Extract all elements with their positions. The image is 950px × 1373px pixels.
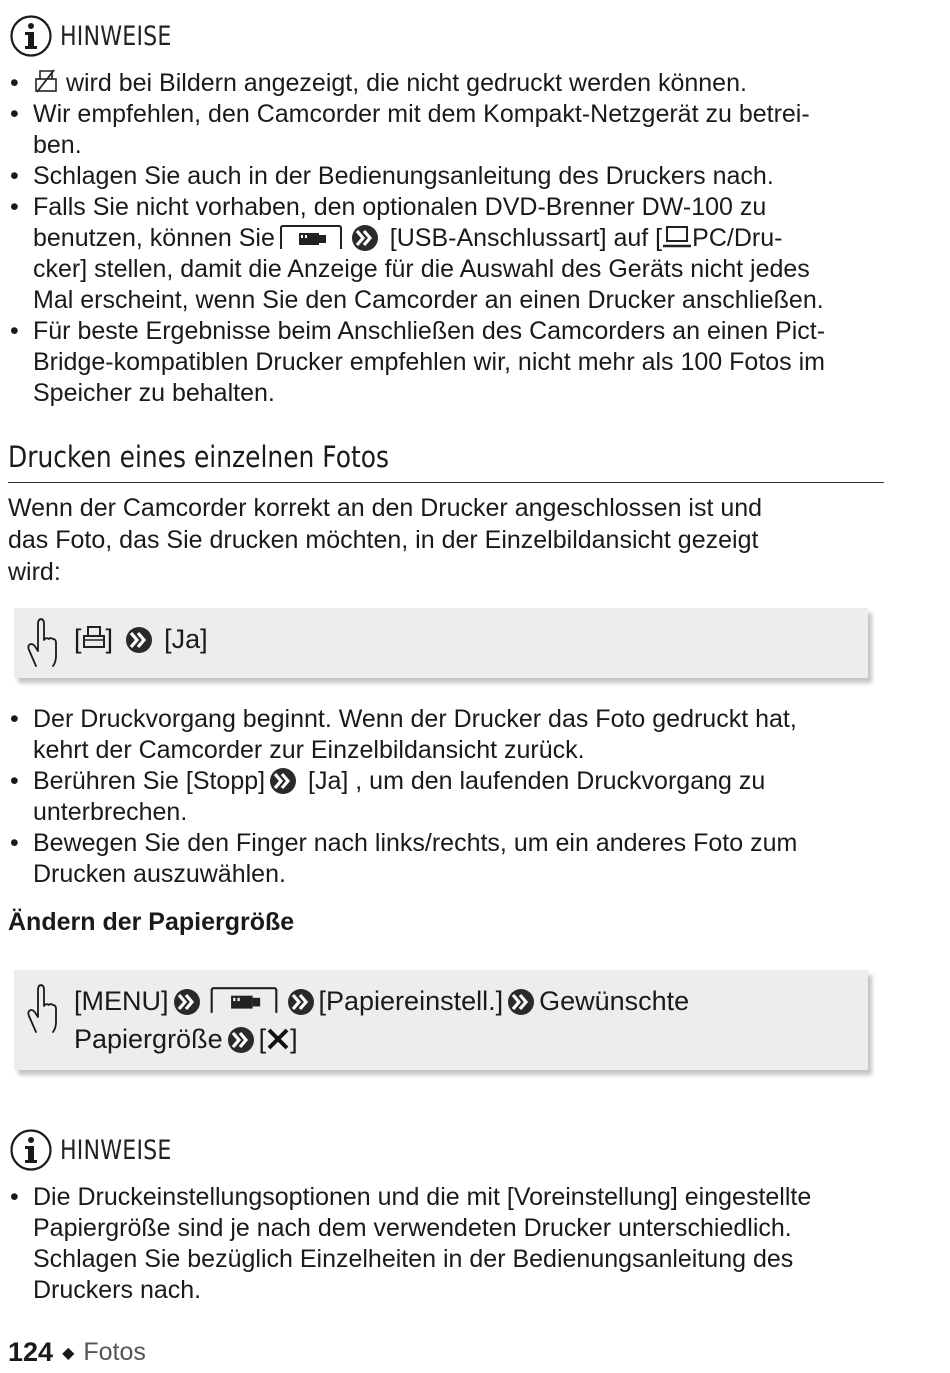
footer-section-name: Fotos (83, 1338, 146, 1366)
section-title: Drucken eines einzelnen Fotos (8, 440, 390, 474)
notes-title: HINWEISE (60, 1134, 172, 1166)
paper-size-step-box (14, 970, 868, 1070)
list-item-text: kehrt der Camcorder zur Einzelbildansicht zurück. (33, 736, 585, 764)
paper-settings-label[interactable]: [Papiereinstell.] (318, 986, 504, 1016)
list-item (0, 1182, 920, 1306)
bracket: ] (105, 624, 114, 654)
list-item-text: PC/Dru- (692, 224, 783, 252)
footer-separator: ◆ (62, 1344, 75, 1362)
yes-button-label[interactable]: [Ja] (164, 624, 208, 654)
list-item-text: Druckers nach. (33, 1276, 202, 1304)
bullet-icon: • (10, 767, 19, 795)
list-item-text: Falls Sie nicht vorhaben, den optionalen DVD-Brenner DW-100 zu (33, 193, 767, 221)
cannot-print-icon (33, 68, 59, 94)
list-item (0, 68, 920, 99)
notes-header (10, 1128, 196, 1172)
list-item (0, 316, 920, 409)
bullet-icon: • (10, 317, 19, 345)
paper-size-label[interactable]: Papiergröße (74, 1024, 223, 1054)
list-item-text: Papiergröße sind je nach dem verwendeten Drucker unterschiedlich. (33, 1214, 792, 1242)
list-item-text: Mal erscheint, wenn Sie den Camcorder an einen Drucker anschließen. (33, 286, 824, 314)
next-step-arrow-icon (227, 1026, 255, 1054)
info-icon (10, 15, 52, 57)
next-step-arrow-icon (125, 626, 153, 654)
camera-setup-menu-icon (279, 224, 343, 250)
list-item-text: ben. (33, 131, 82, 159)
notes-list (0, 68, 920, 409)
print-step-instruction (74, 620, 208, 658)
list-item-text: unterbrechen. (33, 798, 188, 826)
paper-step-instruction (74, 982, 689, 1058)
list-item-text: cker] stellen, damit die Anzeige für die Auswahl des Geräts nicht jedes (33, 255, 810, 283)
bracket: [ (74, 624, 82, 654)
info-icon (10, 1129, 52, 1171)
bullet-icon: • (10, 193, 19, 221)
bullet-icon: • (10, 829, 19, 857)
list-item-text: wird bei Bildern angezeigt, die nicht gedruckt werden können. (59, 69, 747, 97)
list-item-text: Schlagen Sie auch in der Bedienungsanleitung des Druckers nach. (33, 162, 774, 190)
bracket: ] (290, 1024, 298, 1054)
close-icon[interactable] (266, 1027, 290, 1051)
pc-printer-icon (662, 225, 692, 249)
list-item-text: Bewegen Sie den Finger nach links/rechts, um ein anderes Foto zum (33, 829, 798, 857)
next-step-arrow-icon (173, 988, 201, 1016)
menu-button-label[interactable]: [MENU] (74, 986, 169, 1016)
print-notes-list (0, 704, 920, 890)
next-step-arrow-icon (287, 988, 315, 1016)
paper-size-heading: Ändern der Papiergröße (8, 908, 295, 936)
list-item-text: Für beste Ergebnisse beim Anschließen des Camcorders an einen Pict- (33, 317, 826, 345)
list-item (0, 161, 920, 192)
list-item-text: Drucken auszuwählen. (33, 860, 286, 888)
list-item (0, 766, 920, 828)
touch-hand-icon (26, 616, 58, 670)
page-footer (8, 1337, 146, 1368)
list-item (0, 99, 920, 161)
next-step-arrow-icon (507, 988, 535, 1016)
notes-list (0, 1182, 920, 1306)
list-item-text: Berühren Sie [Stopp] (33, 767, 266, 795)
list-item-text: benutzen, können Sie (33, 224, 275, 252)
list-item-text: Die Druckeinstellungsoptionen und die mit [Voreinstellung] eingestellte (33, 1183, 812, 1211)
next-step-arrow-icon (269, 767, 297, 795)
camera-setup-menu-icon[interactable] (209, 986, 279, 1014)
list-item-text: Wir empfehlen, den Camcorder mit dem Kompakt-Netzgerät zu betrei- (33, 100, 810, 128)
list-item-text: [Ja] , um den laufenden Druckvorgang zu (301, 767, 766, 795)
notes-header (10, 14, 196, 58)
intro-line: Wenn der Camcorder korrekt an den Drucker angeschlossen ist und (8, 494, 763, 522)
print-icon[interactable] (82, 624, 106, 650)
desired-label: Gewünschte (539, 986, 690, 1016)
section-divider (8, 482, 884, 483)
list-item-text: Speicher zu behalten. (33, 379, 275, 407)
list-item (0, 192, 920, 316)
bracket: [ (258, 1024, 267, 1054)
print-step-box (14, 608, 868, 678)
list-item (0, 704, 920, 766)
bullet-icon: • (10, 1183, 19, 1211)
list-item-text: Schlagen Sie bezüglich Einzelheiten in der Bedienungsanleitung des (33, 1245, 794, 1273)
bullet-icon: • (10, 705, 19, 733)
bullet-icon: • (10, 69, 19, 97)
list-item-text: Der Druckvorgang beginnt. Wenn der Drucker das Foto gedruckt hat, (33, 705, 797, 733)
list-item (0, 828, 920, 890)
page-number: 124 (8, 1337, 54, 1367)
list-item-text: Bridge-kompatiblen Drucker empfehlen wir, nicht mehr als 100 Fotos im (33, 348, 826, 376)
intro-paragraph (8, 492, 888, 588)
bullet-icon: • (10, 162, 19, 190)
intro-line: das Foto, das Sie drucken möchten, in der Einzelbildansicht gezeigt (8, 526, 759, 554)
bullet-icon: • (10, 100, 19, 128)
list-item-text: [USB-Anschlussart] auf [ (382, 224, 663, 252)
next-step-arrow-icon (351, 224, 379, 252)
intro-line: wird: (8, 558, 61, 586)
touch-hand-icon (26, 982, 58, 1036)
notes-title: HINWEISE (60, 20, 172, 52)
